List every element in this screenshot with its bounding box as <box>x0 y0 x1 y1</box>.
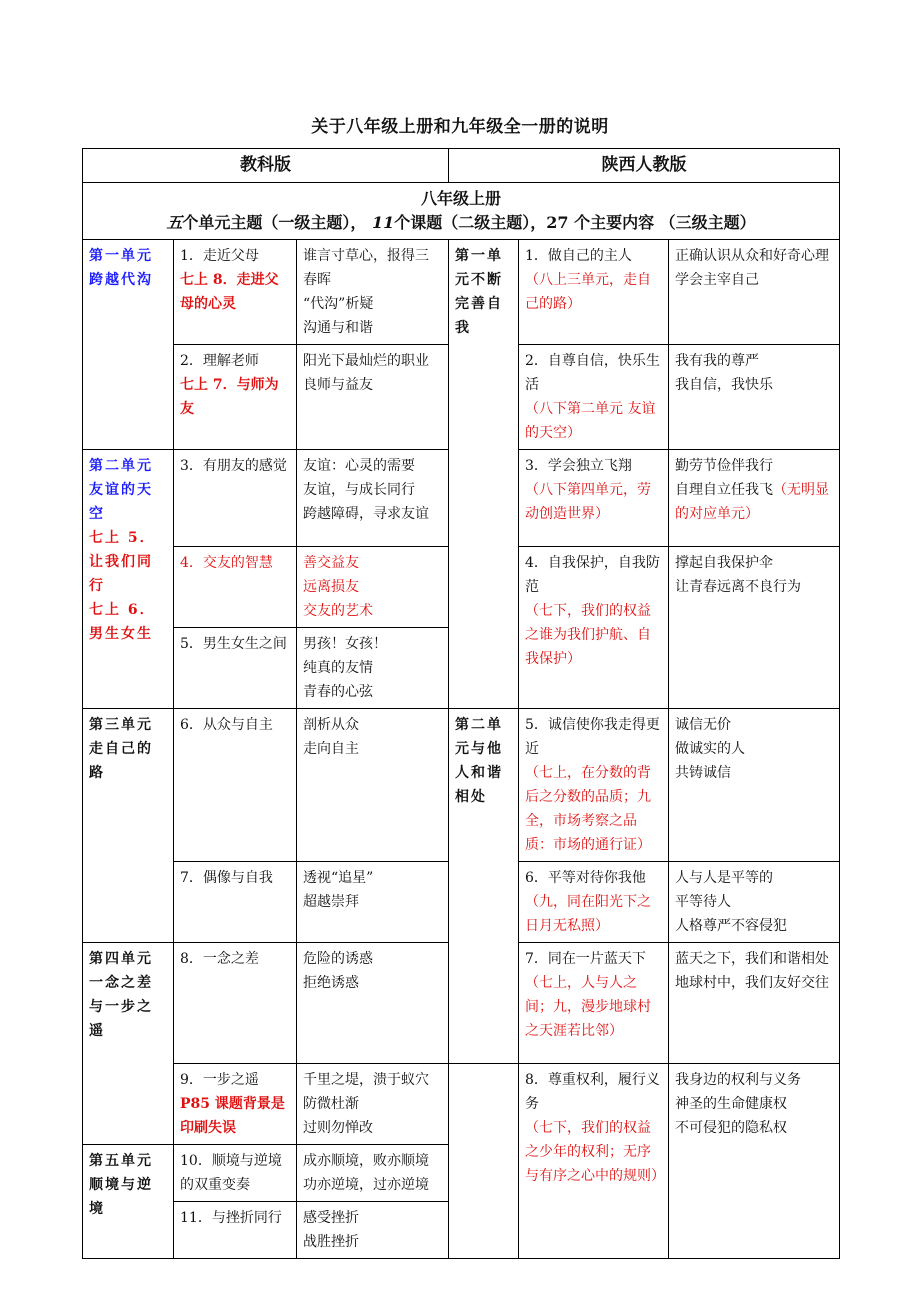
grade-title: 八年级上册 <box>421 189 502 208</box>
left-lesson-9: 9．一步之遥 P85 课题背景是印刷失误 <box>174 1064 297 1145</box>
right-content-3: 勤劳节俭伴我行 自理自立任我飞（无明显的对应单元） <box>669 450 840 547</box>
left-content-9: 千里之堤，溃于蚁穴 防微杜渐 过则勿惮改 <box>297 1064 449 1145</box>
right-lesson-3: 3．学会独立飞翔 （八下第四单元，劳动创造世界） <box>519 450 669 547</box>
header-right: 陕西人教版 <box>449 149 840 183</box>
table-row <box>83 1064 840 1145</box>
left-lesson-6: 6．从众与自主 <box>174 709 297 862</box>
left-content-11: 感受挫折 战胜挫折 <box>297 1202 449 1259</box>
right-lesson-1: 1．做自己的主人 （八上三单元，走自己的路） <box>519 240 669 345</box>
grade-row <box>83 183 840 240</box>
left-content-6: 剖析从众 走向自主 <box>297 709 449 862</box>
right-lesson-7: 7．同在一片蓝天下 （七上，人与人之间；九，漫步地球村之天涯若比邻） <box>519 943 669 1064</box>
left-lesson-10: 10．顺境与逆境的双重变奏 <box>174 1145 297 1202</box>
right-lesson-4: 4．自我保护，自我防范 （七下，我们的权益之谁为我们护航、自我保护） <box>519 547 669 709</box>
right-content-5: 诚信无价 做诚实的人 共铸诚信 <box>669 709 840 862</box>
right-content-2: 我有我的尊严 我自信，我快乐 <box>669 345 840 450</box>
right-lesson-2: 2．自尊自信，快乐生活 （八下第二单元 友谊的天空） <box>519 345 669 450</box>
right-lesson-6: 6．平等对待你我他 （九，同在阳光下之日月无私照） <box>519 862 669 943</box>
grade-cell <box>83 183 840 240</box>
left-unit-1: 第一单元跨越代沟 <box>83 240 174 450</box>
left-content-2: 阳光下最灿烂的职业 良师与益友 <box>297 345 449 450</box>
left-content-5: 男孩！女孩！ 纯真的友情 青春的心弦 <box>297 628 449 709</box>
left-lesson-4: 4．交友的智慧 <box>174 547 297 628</box>
right-content-8: 我身边的权利与义务 神圣的生命健康权 不可侵犯的隐私权 <box>669 1064 840 1259</box>
left-content-1: 谁言寸草心，报得三春晖 “代沟”析疑 沟通与和谐 <box>297 240 449 345</box>
left-unit-4: 第四单元一念之差与一步之遥 <box>83 943 174 1145</box>
left-lesson-3: 3．有朋友的感觉 <box>174 450 297 547</box>
right-lesson-8: 8．尊重权利，履行义务 （七下，我们的权益之少年的权利；无序与有序之心中的规则） <box>519 1064 669 1259</box>
left-unit-3: 第三单元走自己的路 <box>83 709 174 943</box>
left-unit-2: 第二单元友谊的天空 七上 5．让我们同行 七上 6．男生女生 <box>83 450 174 709</box>
table-row <box>83 709 840 862</box>
right-content-7: 蓝天之下，我们和谐相处 地球村中，我们友好交往 <box>669 943 840 1064</box>
right-unit-blank <box>449 1064 519 1259</box>
grade-summary: 五个单元主题（一级主题）， 11个课题（二级主题），27 个主要内容 （三级主题） <box>166 213 756 232</box>
left-lesson-5: 5．男生女生之间 <box>174 628 297 709</box>
table-row <box>83 240 840 345</box>
left-lesson-11: 11．与挫折同行 <box>174 1202 297 1259</box>
header-left: 教科版 <box>83 149 449 183</box>
right-content-4: 撑起自我保护伞 让青春远离不良行为 <box>669 547 840 709</box>
right-content-6: 人与人是平等的 平等待人 人格尊严不容侵犯 <box>669 862 840 943</box>
left-content-8: 危险的诱惑 拒绝诱惑 <box>297 943 449 1064</box>
left-lesson-2: 2．理解老师 七上 7．与师为友 <box>174 345 297 450</box>
left-lesson-1: 1．走近父母 七上 8．走进父母的心灵 <box>174 240 297 345</box>
table-header-row <box>83 149 840 183</box>
left-lesson-8: 8．一念之差 <box>174 943 297 1064</box>
left-content-10: 成亦顺境，败亦顺境 功亦逆境，过亦逆境 <box>297 1145 449 1202</box>
right-content-1: 正确认识从众和好奇心理 学会主宰自己 <box>669 240 840 345</box>
left-content-4: 善交益友 远离损友 交友的艺术 <box>297 547 449 628</box>
left-unit-5: 第五单元顺境与逆境 <box>83 1145 174 1259</box>
left-content-7: 透视“追星” 超越崇拜 <box>297 862 449 943</box>
document-title: 关于八年级上册和九年级全一册的说明 <box>311 117 609 137</box>
left-lesson-7: 7．偶像与自我 <box>174 862 297 943</box>
right-unit-1: 第一单元不断完善自我 <box>449 240 519 709</box>
left-content-3: 友谊：心灵的需要 友谊，与成长同行 跨越障碍，寻求友谊 <box>297 450 449 547</box>
comparison-table <box>82 148 840 1259</box>
right-lesson-5: 5．诚信使你我走得更近 （七上，在分数的背后之分数的品质；九全，市场考察之品质：市场的通行证） <box>519 709 669 862</box>
right-unit-2: 第二单元与他人和谐相处 <box>449 709 519 1064</box>
